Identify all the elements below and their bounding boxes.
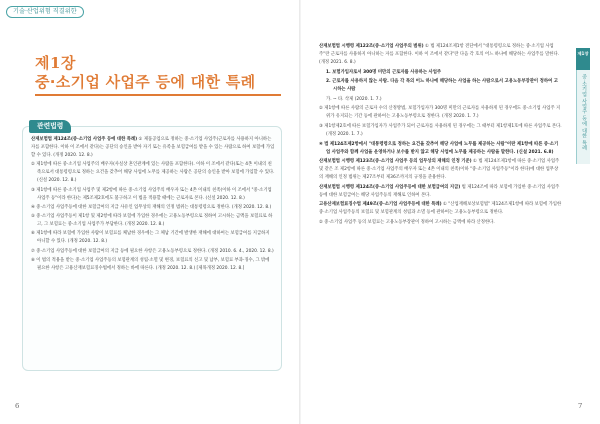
law-paragraph: ⑤ 중·소기업 사업주등이 제1항 및 제2항에 따라 보험에 가입한 경우에는 고용노동부령으로 정하여 고시하는 금액을 보험료로 하고, 그 보험료는 중·소기업 사업주가 부담한다. (개정 2020. 12. 8.) [31, 214, 273, 228]
related-law-body [31, 136, 275, 274]
law-paragraph: 산재보험법 시행령 제122조(중·소기업 사업주의 범위) ① 법 제124조제1항 전단에서 "대통령령으로 정하는 중·소기업 사업주"란 근로자를 사용하지 아니하는 자를 포함한다. 이하 이 조에서 같다"란 다음 각 호의 어느 하나에 해당하는 사업주를 말한다. (개정 2021. 6. 8.) [319, 44, 560, 65]
page-number-right: 7 [578, 402, 583, 410]
law-item: 2. 근로자를 사용하지 않는 사람. 다음 각 목의 어느 하나에 해당하는 사업을 하는 사람으로서 고용노동부장관이 정하여 고시하는 사람 [326, 79, 558, 93]
chapter-number: 제1장 [35, 54, 76, 72]
law-paragraph: ② 제1항에 따른 중·소기업 사업주의 배우자(사실상 혼인관계에 있는 사람을 포함한다). 이하 이 조에서 같다)또는 4촌 이내의 친족으로서 대통령령으로 정하는 요건을 갖추어 해당 사업에 노무를 제공하는 사람은 공단의 승인을 받아 보험에 가입할 수 있다. (신설 2020. 12. 8.) [31, 162, 275, 184]
related-law-label: 관련법령 [29, 120, 71, 133]
law-paragraph: 산재보험법 시행령 제123조(중·소기업 사업주 등의 업무상의 재해의 인정 기준) ① 법 제124조제1항에 따른 중·소기업 사업주 및 같은 조 제2항에 따른 중·소기업 사업주의 배우자 또는 4촌 이내의 친족(이하 "중·소기업 사업주등"이라 한다)에 대한 업무상의 재해의 인정 범위는 제27조부터 제36조까지의 규정을 준용한다. [319, 159, 560, 181]
law-paragraph: 산재보험법 시행령 제124조(중·소기업 사업주등에 대한 보험급여의 지급) 법 제124조에 따라 보험에 가입한 중·소기업 사업주등에 대한 보험급여는 해당 사업주등의 재해로 인하여 본다. [319, 184, 560, 198]
law-paragraph: ④ 법 제124조제2항에서 "대통령령으로 정하는 요건을 갖추어 해당 사업에 노무를 제공하는 사람"이란 제1항에 따른 중·소기업 사업주와 함께 사업을 운영하거나 보수를 받지 않고 해당 사업에 노무를 제공하는 사람을 말한다. (신설 2021. 6.8) [319, 141, 559, 155]
law-item: 가. ~ 타. 삭제 (2020. 1. 7.) [326, 96, 382, 102]
law-item: 1. 보험가입자로서 300명 미만의 근로자를 사용하는 사업주 [326, 69, 442, 75]
law-paragraph: ⑥ 제1항에 따라 보험에 가입한 사람이 보험료를 체납한 경우에는 그 체납 기간에 발생한 재해에 대하여는 보험급여를 지급하지 아니할 수 있다. (개정 2020. 12. 8.) [31, 231, 270, 245]
title-underline [35, 94, 281, 96]
law-paragraph: 고용산재보험료징수법 제49조(중·소기업 사업주등에 대한 특례) ① "산업재해보상보험법" 제124조제1항에 따라 보험에 가입한 중·소기업 사업주등의 보험료 및 보험관계의 성립과 소멸 등에 관하여는 고용노동부령으로 정한다. [319, 202, 562, 216]
right-page-body [319, 43, 562, 229]
law-paragraph: ③ 제1항에 따른 중·소기업 사업주 및 제2항에 따른 중·소기업 사업주의 배우자 또는 4촌 이내의 친족(이하 이 조에서 "중·소기업 사업주 등"이라 한다)는 제5조제2호에도 불구하고 이 법을 적용할 때에는 근로자로 본다. (신설 2020. 12. 8.) [31, 187, 272, 201]
side-tab-title: 중·소기업 사업주 등에 대한 특례 [581, 74, 587, 151]
page-number-left: 6 [15, 402, 20, 410]
law-paragraph: ② 제1항에 따른 사람의 근로자 수의 산정방법, 보험가입자가 300명 미만의 근로자를 사용하게 된 경우에도 중·소기업 사업주 지위가 유지되는 기간 등에 관하여는 고용노동부령으로 정한다. (개정 2020. 1. 7.) [319, 106, 561, 120]
chapter-title: 중·소기업 사업주 등에 대한 특례 [35, 73, 256, 91]
law-paragraph: ⑧ 이 법의 적용을 받는 중·소기업 사업주등의 보험관계의 성립·소멸 및 변경, 보험료의 신고 및 납부, 보험료 부과·징수, 그 밖에 필요한 사항은 고용산재보험료징수법에서 정하는 바에 따른다. (개정 2020. 12. 8.) [제목개정 2020. 12. 8.] [31, 258, 270, 272]
side-tab-chapter-label: 제1장 [576, 48, 590, 70]
law-paragraph: ② 중·소기업 사업주 등의 보험료는 고용노동부장관이 정하여 고시하는 금액에 따라 산정한다. [319, 219, 495, 225]
law-paragraph: ⑦ 중·소기업 사업주등에 대한 보험급여의 지급 등에 필요한 사항은 고용노동부령으로 정한다. (개정 2010. 6. 4., 2020. 12. 8.) [31, 248, 274, 254]
law-paragraph: 산재보험법 제124조(중·소기업 사업주 등에 대한 특례) ① 제품공업으로 정하는 중·소기업 사업주(근로자를 사용하지 아니하는 자를 포함한다. 이하 이 조에서 같다)는 공단의 승인을 받아 자기 또는 유족을 보험급여를 받을 수 있는 사람으로 하여 보험에 가입할 수 있다. (개정 2020. 12. 8.) [31, 137, 275, 158]
law-paragraph: ④ 중·소기업 사업주등에 대한 보험급여의 지급 사유인 업무상의 재해의 인정 범위는 대통령령으로 정한다. (개정 2020. 12. 8.) [31, 204, 272, 210]
page-spine [299, 0, 301, 424]
section-header-tag: 기술·산업위험 직결위한 [6, 6, 84, 18]
law-paragraph: ③ 제1항제2호에 따른 보험가입자가 사업주가 되어 근로자를 사용하게 된 경우에는 그 때부터 제1항제1호에 따른 사업주로 본다. (개정 2020. 1. 7.) [319, 123, 562, 137]
